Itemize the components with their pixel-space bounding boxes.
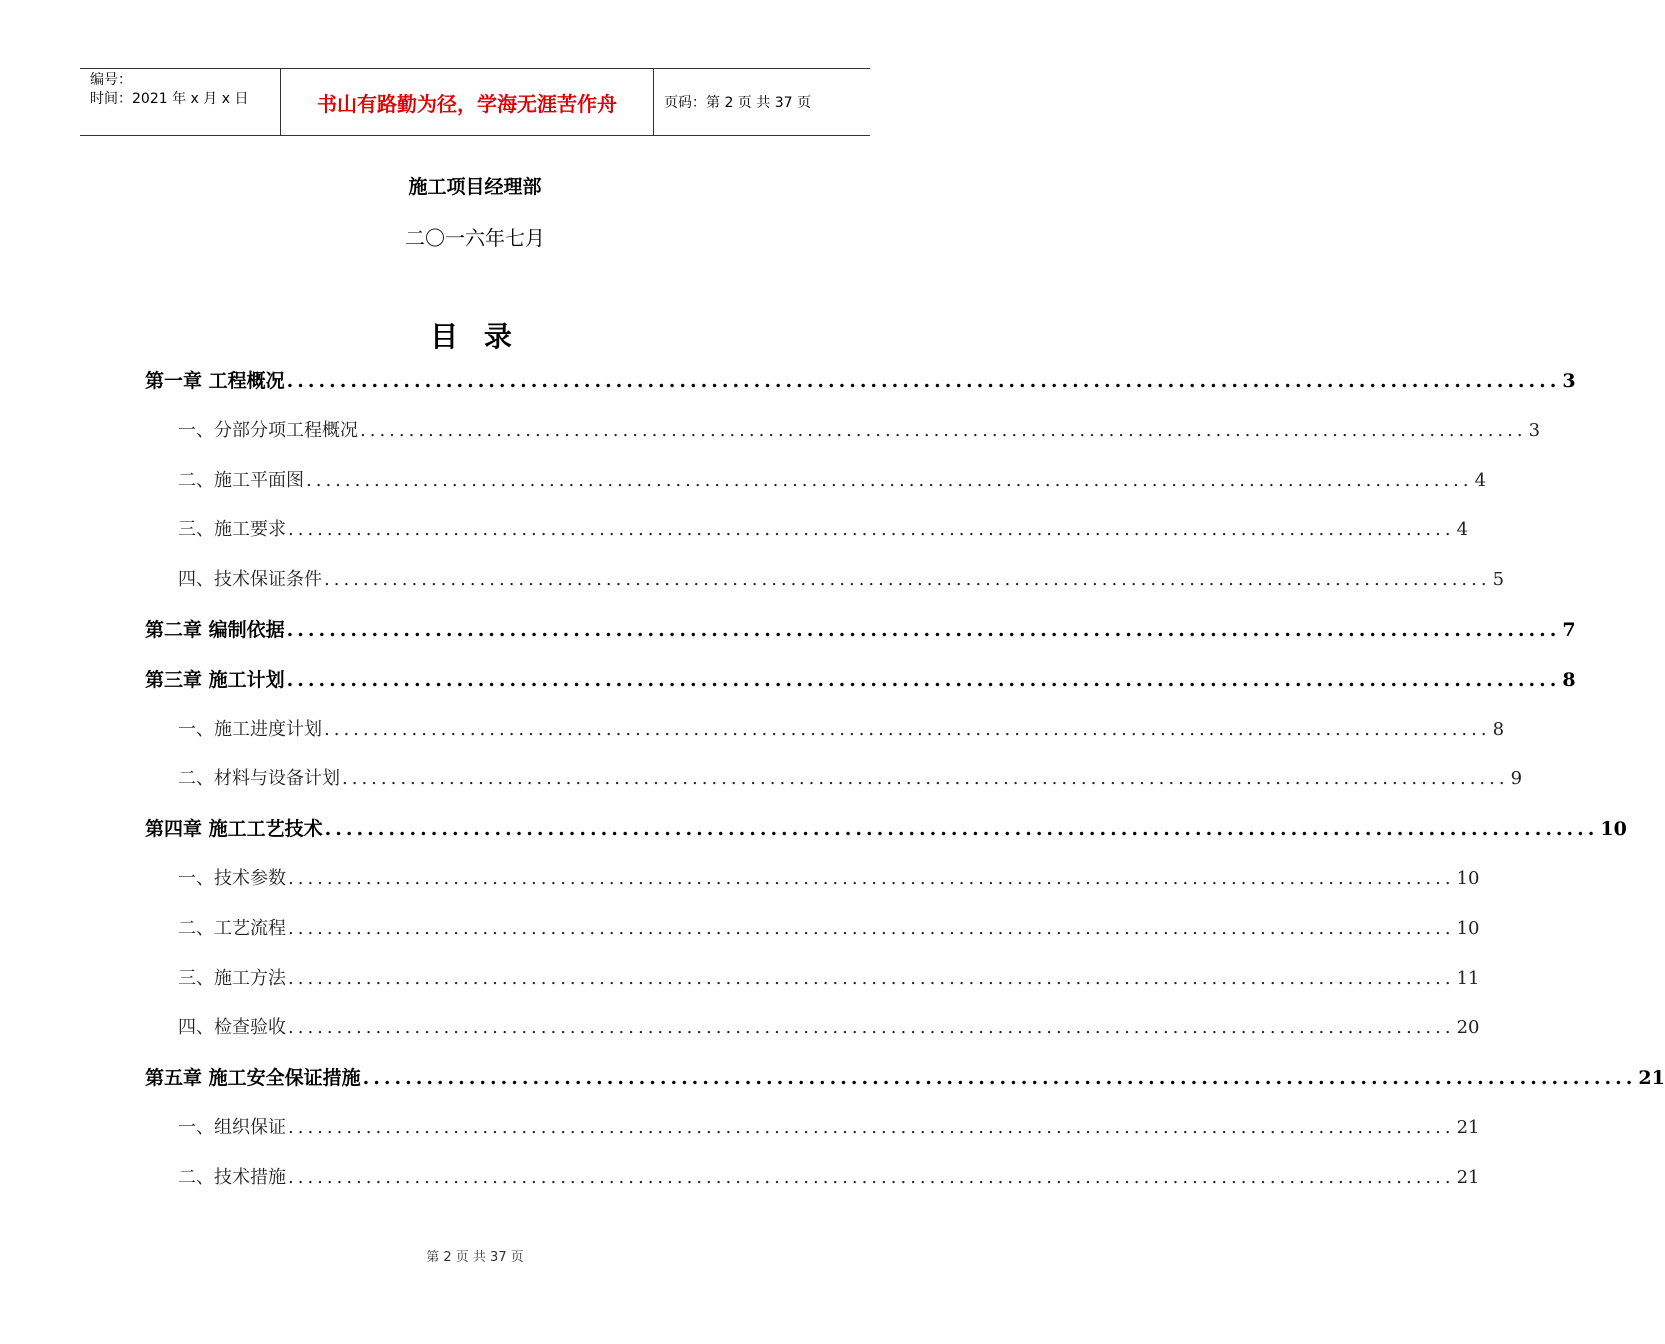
toc-entry-page: 21: [1456, 1117, 1480, 1138]
toc-entry-label: 三、施工方法: [178, 967, 286, 989]
toc-entry-label: 四、检查验收: [178, 1017, 286, 1039]
header-page-info: 页码：第 2 页 共 37 页: [664, 95, 811, 111]
page-footer: 第 2 页 共 37 页: [426, 1250, 524, 1265]
time-label: 时间：2021 年 x 月 x 日: [90, 91, 249, 107]
toc-leader-dots: ........................................................................................................................: [288, 1117, 1455, 1138]
toc-entry-page: 10: [1456, 868, 1480, 889]
toc-section-entry[interactable]: [178, 1013, 1480, 1043]
toc-section-entry[interactable]: [178, 1163, 1480, 1193]
toc-leader-dots: ........................................................................................................................: [360, 419, 1527, 441]
toc-leader-dots: ........................................................................................................................: [324, 718, 1491, 740]
toc-leader-dots: ........................................................................................................................: [324, 818, 1599, 841]
toc-entry-label: 一、组织保证: [178, 1117, 286, 1138]
toc-section-entry[interactable]: [178, 715, 1505, 745]
toc-entry-page: 20: [1456, 1017, 1480, 1039]
toc-entry-page: 7: [1562, 619, 1576, 641]
toc-entry-page: 4: [1456, 519, 1469, 541]
toc-leader-dots: ........................................................................................................................: [288, 917, 1455, 939]
toc-entry-page: 21: [1638, 1067, 1665, 1090]
toc-entry-page: 11: [1456, 967, 1480, 989]
toc-entry-label: 三、施工要求: [178, 519, 286, 541]
toc-chapter-entry[interactable]: [145, 615, 1576, 645]
toc-entry-label: 二、材料与设备计划: [178, 768, 340, 790]
toc-section-entry[interactable]: [178, 964, 1480, 994]
toc-entry-label: 第一章 工程概况: [145, 370, 285, 392]
toc-leader-dots: ........................................................................................................................: [286, 370, 1561, 392]
toc-section-entry[interactable]: [178, 864, 1480, 894]
toc-section-entry[interactable]: [178, 1113, 1480, 1143]
toc-entry-page: 10: [1600, 818, 1627, 841]
toc-section-entry[interactable]: [178, 764, 1523, 794]
toc-entry-page: 10: [1456, 917, 1480, 939]
number-label: 编号：: [90, 72, 132, 88]
header-motto: 书山有路勤为径，学海无涯苦作舟: [281, 69, 654, 135]
toc-leader-dots: ........................................................................................................................: [288, 519, 1455, 541]
toc-entry-label: 第四章 施工工艺技术: [145, 818, 323, 841]
toc-section-entry[interactable]: [178, 565, 1505, 595]
toc-chapter-entry[interactable]: [145, 366, 1576, 396]
toc-leader-dots: ........................................................................................................................: [306, 469, 1473, 491]
toc-section-entry[interactable]: [178, 914, 1480, 944]
toc-leader-dots: ........................................................................................................................: [324, 569, 1491, 591]
toc-chapter-entry[interactable]: [145, 665, 1576, 695]
toc-entry-page: 8: [1492, 718, 1505, 740]
toc-entry-label: 二、工艺流程: [178, 917, 286, 939]
toc-leader-dots: ........................................................................................................................: [288, 1166, 1455, 1188]
toc-entry-label: 第三章 施工计划: [145, 668, 285, 691]
toc-entry-page: 8: [1562, 668, 1576, 691]
toc-leader-dots: ........................................................................................................................: [288, 868, 1455, 889]
toc-entry-page: 5: [1492, 569, 1505, 591]
toc-entry-page: 21: [1456, 1166, 1480, 1188]
toc-section-entry[interactable]: [178, 515, 1469, 545]
toc-entry-label: 第五章 施工安全保证措施: [145, 1067, 361, 1090]
document-date: 二〇一六年七月: [405, 226, 545, 250]
toc-entry-page: 3: [1528, 419, 1541, 441]
toc-entry-page: 9: [1510, 768, 1523, 790]
toc-entry-label: 二、技术措施: [178, 1166, 286, 1188]
toc-entry-page: 3: [1562, 370, 1576, 392]
toc-leader-dots: ........................................................................................................................: [288, 967, 1455, 989]
toc-chapter-entry[interactable]: [145, 1063, 1665, 1093]
toc-entry-label: 一、施工进度计划: [178, 718, 322, 740]
toc-entry-label: 四、技术保证条件: [178, 569, 322, 591]
toc-section-entry[interactable]: [178, 416, 1541, 446]
toc-section-entry[interactable]: [178, 466, 1487, 496]
toc-entry-label: 一、技术参数: [178, 868, 286, 889]
toc-leader-dots: ........................................................................................................................: [286, 619, 1561, 641]
toc-chapter-entry[interactable]: [145, 814, 1627, 844]
toc-entry-label: 一、分部分项工程概况: [178, 419, 358, 441]
toc-leader-dots: ........................................................................................................................: [288, 1017, 1455, 1039]
toc-entry-label: 第二章 编制依据: [145, 619, 285, 641]
toc-entry-page: 4: [1474, 469, 1487, 491]
organization-name: 施工项目经理部: [408, 176, 542, 198]
toc-leader-dots: ........................................................................................................................: [362, 1067, 1637, 1090]
toc-leader-dots: ........................................................................................................................: [286, 668, 1561, 691]
toc-entry-label: 二、施工平面图: [178, 469, 304, 491]
toc-leader-dots: ........................................................................................................................: [342, 768, 1509, 790]
toc-title: 目 录: [430, 320, 520, 353]
